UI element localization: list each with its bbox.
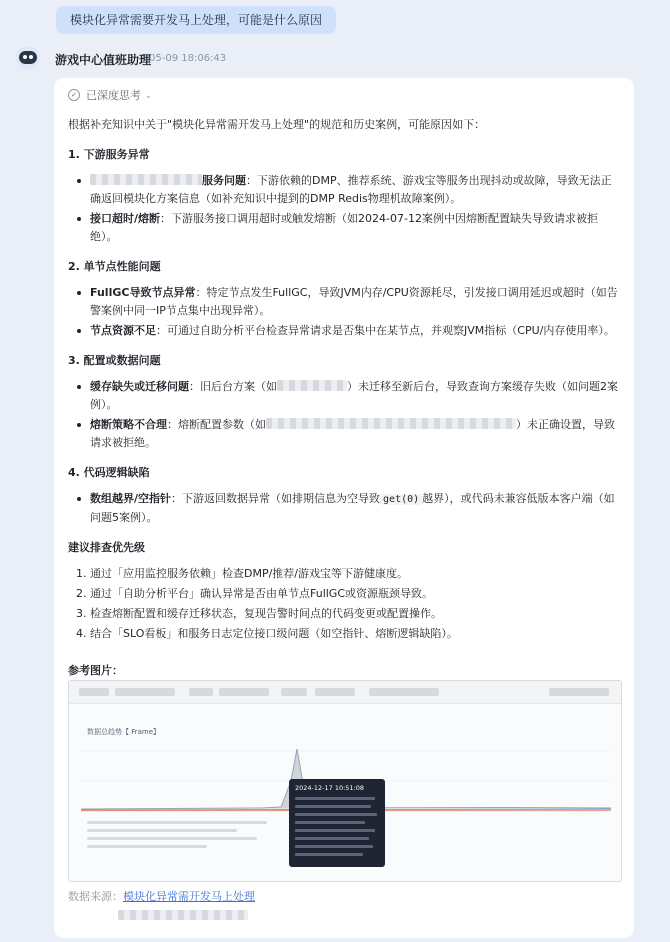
thinking-toggle[interactable] [68, 86, 152, 104]
list-item: 3. 检查熔断配置和缓存迁移状态，复现告警时间点的代码变更或配置操作。 [76, 607, 442, 620]
panel-title: 数据总趋势【 Frame】 [87, 728, 161, 736]
data-source: 数据来源：模块化异常需开发马上处理 [68, 890, 255, 903]
chart-legend [87, 821, 287, 853]
list-item: 服务问题：下游依赖的DMP、推荐系统、游戏宝等服务出现抖动或故障，导致无法正确返回模块化方案信息（如补充知识中提到的DMP Redis物理机故障案例）。 [68, 172, 620, 208]
list-item: 4. 结合「SLO看板」和服务日志定位接口级问题（如空指针、熔断逻辑缺陷）。 [76, 627, 458, 640]
thinking-label: 已深度思考 [86, 89, 141, 102]
reference-image[interactable] [68, 680, 622, 882]
list-item: 数组越界/空指针：下游返回数据异常（如排期信息为空导致 get(0) 越界），或代码未兼容低版本客户端（如问题5案例）。 [68, 490, 620, 527]
section-title: 4. 代码逻辑缺陷 [68, 466, 150, 479]
chevron-down-icon: ⌄ [145, 90, 152, 100]
answer-content [68, 116, 620, 645]
list-item: 1. 通过「应用监控服务依赖」检查DMP/推荐/游戏宝等下游健康度。 [76, 567, 409, 580]
bot-avatar[interactable] [16, 46, 40, 70]
user-question-bubble: 模块化异常需要开发马上处理，可能是什么原因 [56, 6, 336, 34]
section-title: 3. 配置或数据问题 [68, 354, 161, 367]
answer-intro: 根据补充知识中关于"模块化异常需开发马上处理"的规范和历史案例，可能原因如下： [68, 118, 486, 131]
list-item: 缓存缺失或迁移问题：旧后台方案（如 ）未迁移至新后台，导致查询方案缓存失败（如问题2案例）。 [68, 378, 620, 414]
list-item: 节点资源不足：可通过自助分析平台检查异常请求是否集中在某节点，并观察JVM指标（CPU/内存使用率）。 [68, 322, 620, 340]
chart-tooltip: 2024-12-17 10:51:08 [289, 779, 385, 867]
priority-title: 建议排查优先级 [68, 541, 145, 554]
reference-label: 参考图片： [68, 664, 123, 677]
list-item: FullGC导致节点异常：特定节点发生FullGC，导致JVM内存/CPU资源耗尽，引发接口调用延迟或超时（如告警案例中同一IP节点集中出现异常）。 [68, 284, 620, 320]
dashboard-filter-bar [69, 681, 621, 704]
list-item: 接口超时/熔断：下游服务接口调用超时或触发熔断（如2024-07-12案例中因熔断配置缺失导致请求被拒绝）。 [68, 210, 620, 246]
source-link[interactable]: 模块化异常需开发马上处理 [123, 890, 255, 903]
check-circle-icon: ✓ [68, 89, 80, 101]
redacted-text [90, 174, 202, 185]
bot-name: 游戏中心值班助理 [55, 53, 152, 67]
redacted-text [277, 380, 347, 391]
list-item: 2. 通过「自助分析平台」确认异常是否由单节点FullGC或资源瓶颈导致。 [76, 587, 434, 600]
list-item: 熔断策略不合理：熔断配置参数（如 ）未正确设置，导致请求被拒绝。 [68, 416, 620, 452]
robot-face-icon [19, 51, 37, 64]
answer-card [54, 78, 634, 938]
section-title: 2. 单节点性能问题 [68, 260, 161, 273]
section-title: 1. 下游服务异常 [68, 148, 150, 161]
redacted-text [118, 910, 248, 920]
redacted-text [266, 418, 516, 429]
message-timestamp: 05-09 18:06:43 [149, 53, 227, 64]
